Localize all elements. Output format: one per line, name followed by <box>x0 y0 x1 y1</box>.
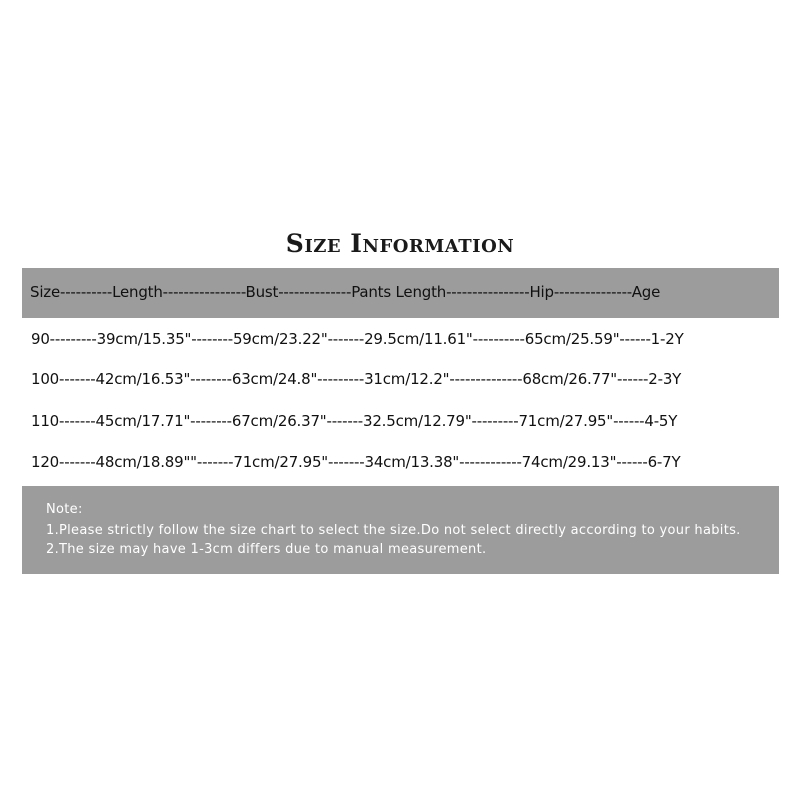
table-header-text: Size----------Length----------------Bust--------------Pants Length----------------Hip---------------Age <box>30 283 661 301</box>
note-heading: Note: <box>46 502 83 517</box>
page-title: Size Information <box>285 229 515 258</box>
table-row: 110-------45cm/17.71"--------67cm/26.37"-------32.5cm/12.79"---------71cm/27.95"------4-5Y <box>31 412 678 430</box>
note-line-2: 2.The size may have 1-3cm differs due to manual measurement. <box>46 542 487 557</box>
note-box <box>22 486 779 574</box>
note-line-1: 1.Please strictly follow the size chart to select the size.Do not select directly according to your habits. <box>46 523 741 538</box>
table-row: 100-------42cm/16.53"--------63cm/24.8"---------31cm/12.2"--------------68cm/26.77"------2-3Y <box>31 370 682 388</box>
table-row: 90---------39cm/15.35"--------59cm/23.22"-------29.5cm/11.61"----------65cm/25.59"------1-2Y <box>31 330 684 348</box>
table-header <box>22 268 779 318</box>
table-row: 120-------48cm/18.89""-------71cm/27.95"-------34cm/13.38"------------74cm/29.13"------6-7Y <box>31 453 681 471</box>
